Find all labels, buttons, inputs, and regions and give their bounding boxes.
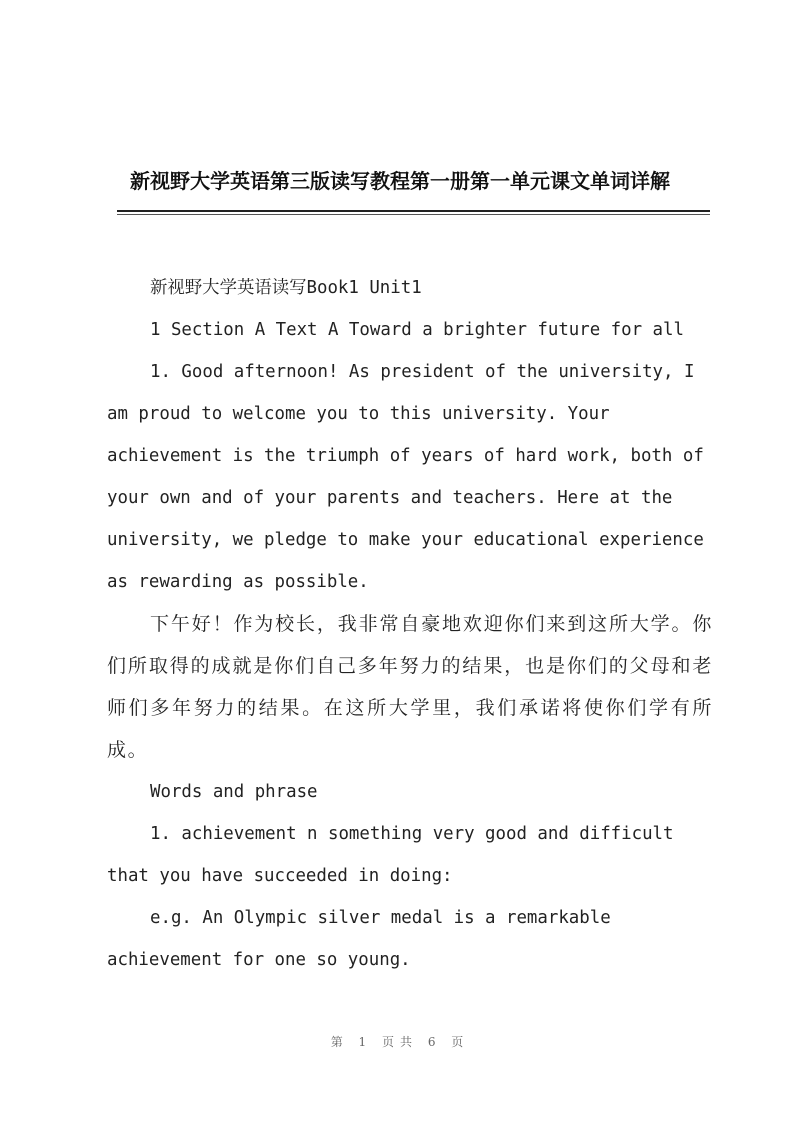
title-underline-thick <box>117 210 710 212</box>
document-title: 新视野大学英语第三版读写教程第一册第一单元课文单词详解 <box>130 169 670 193</box>
paragraph-english-text: 1. Good afternoon! As president of the university, I am proud to welcome you to this university. Your achievement is the triumph of years of hard work, both of your own and of your parents and teachers. Here at the university, we pledge to make your educational experience as rewarding as possible. <box>107 362 704 592</box>
paragraph-vocab-example: e.g. An Olympic silver medal is a remarkable achievement for one so young. <box>107 908 611 970</box>
paragraph-words-heading: Words and phrase <box>150 782 318 802</box>
page-footer: 第 1 页共 6 页 <box>330 1035 470 1049</box>
title-underline-thin <box>117 214 710 215</box>
paragraph-chinese-translation: 下午好！作为校长，我非常自豪地欢迎你们来到这所大学。你们所取得的成就是你们自己多年努力的结果，也是你们的父母和老师们多年努力的结果。在这所大学里，我们承诺将使你们学有所成。 <box>107 613 713 761</box>
document-body <box>107 267 713 981</box>
paragraph-book-heading: 新视野大学英语读写Book1 Unit1 <box>150 278 422 298</box>
paragraph-vocab-definition: 1. achievement n something very good and difficult that you have succeeded in doing: <box>107 824 674 886</box>
paragraph-section-heading: 1 Section A Text A Toward a brighter future for all <box>150 320 684 340</box>
